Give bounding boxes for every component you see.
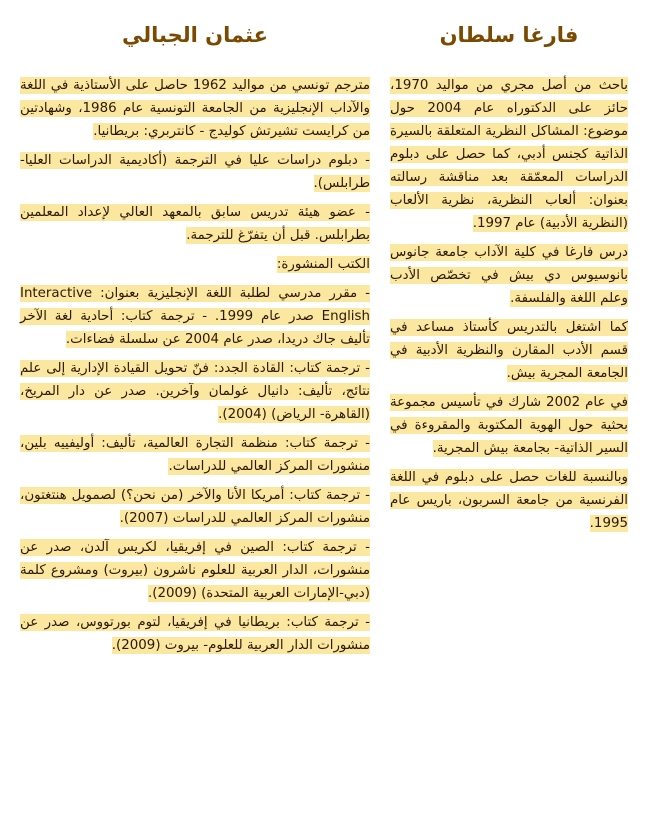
list-item: - ترجمة كتاب: القادة الجدد: فنّ تحويل القيادة الإدارية إلى علم نتائج، تأليف: دانيال غولمان وآخرين. صدر عن دار المريخ، (القاهرة- الرياض) (2004). [20, 361, 370, 422]
bio-paragraph: في عام 2002 شارك في تأسيس مجموعة بحثية حول الهوية المكتوبة والمقروءة في السير الذاتية- بجامعة بيش المجرية. [390, 395, 628, 456]
list-item: - ترجمة كتاب: منظمة التجارة العالمية، تأليف: أوليفييه بلين، منشورات المركز العالمي للدراسات. [20, 436, 370, 474]
bio-paragraph: درس فارغا في كلية الآداب جامعة جانوس بانوسيوس دي بيش في تخصّص الأدب وعلم اللغة والفلسفة. [390, 245, 628, 306]
left-column [18, 14, 384, 828]
list-item: - ترجمة كتاب: الصين في إفريقيا، لكريس آلدن، صدر عن منشورات، الدار العربية للعلوم ناشرون (بيروت) ومشروع كلمة (دبي-الإمارات العربية المتحدة) (2009). [20, 540, 370, 601]
bio-paragraph: وبالنسبة للغات حصل على دبلوم في اللغة الفرنسية من جامعة السربون، باريس عام 1995. [390, 470, 628, 531]
list-item: - مقرر مدرسي لطلبة اللغة الإنجليزية بعنوان: Interactive English صدر عام 1999. - ترجمة كتاب: أحادية لغة الآخر تأليف جاك دريدا، صدر عام 2004 عن سلسلة فضاءات. [20, 286, 370, 347]
right-column [384, 14, 634, 828]
author-name-right: فارغا سلطان [439, 23, 579, 47]
list-item: - ترجمة كتاب: بريطانيا في إفريقيا، لتوم بورتووس، صدر عن منشورات الدار العربية للعلوم- بيروت (2009). [20, 615, 370, 653]
bio-paragraph: كما اشتغل بالتدريس كأستاذ مساعد في قسم الأدب المقارن والنظرية الأدبية في الجامعة المجرية بيش. [390, 320, 628, 381]
bio-paragraph: باحث من أصل مجري من مواليد 1970، حائز على الدكتوراه عام 2004 حول موضوع: المشاكل النظرية المتعلقة بالسيرة الذاتية كجنس أدبي، كما حصل على دبلوم الدراسات المعمّقة بعد مناقشة رسالته بعنوان: ألعاب النظرية، نظرية الألعاب (النظرية الأدبية) عام 1997. [390, 78, 628, 231]
section-heading: الكتب المنشورة: [276, 257, 370, 272]
list-item: - ترجمة كتاب: أمريكا الأنا والآخر (من نحن؟) لصمويل هنتغتون، منشورات المركز العالمي للدراسات (2007). [20, 488, 370, 526]
list-item: - دبلوم دراسات عليا في الترجمة (أكاديمية الدراسات العليا- طرابلس). [20, 153, 370, 191]
bio-paragraph: مترجم تونسي من مواليد 1962 حاصل على الأستاذية في اللغة والآداب الإنجليزية من الجامعة التونسية عام 1986، وشهادتين من كرايست تشيرتش كوليدج - كانتربري: بريطانيا. [20, 78, 370, 139]
author-name-left: عثمان الجبالي [122, 23, 268, 47]
list-item: - عضو هيئة تدريس سابق بالمعهد العالي لإعداد المعلمين بطرابلس. قبل أن يتفرّغ للترجمة. [20, 205, 370, 243]
